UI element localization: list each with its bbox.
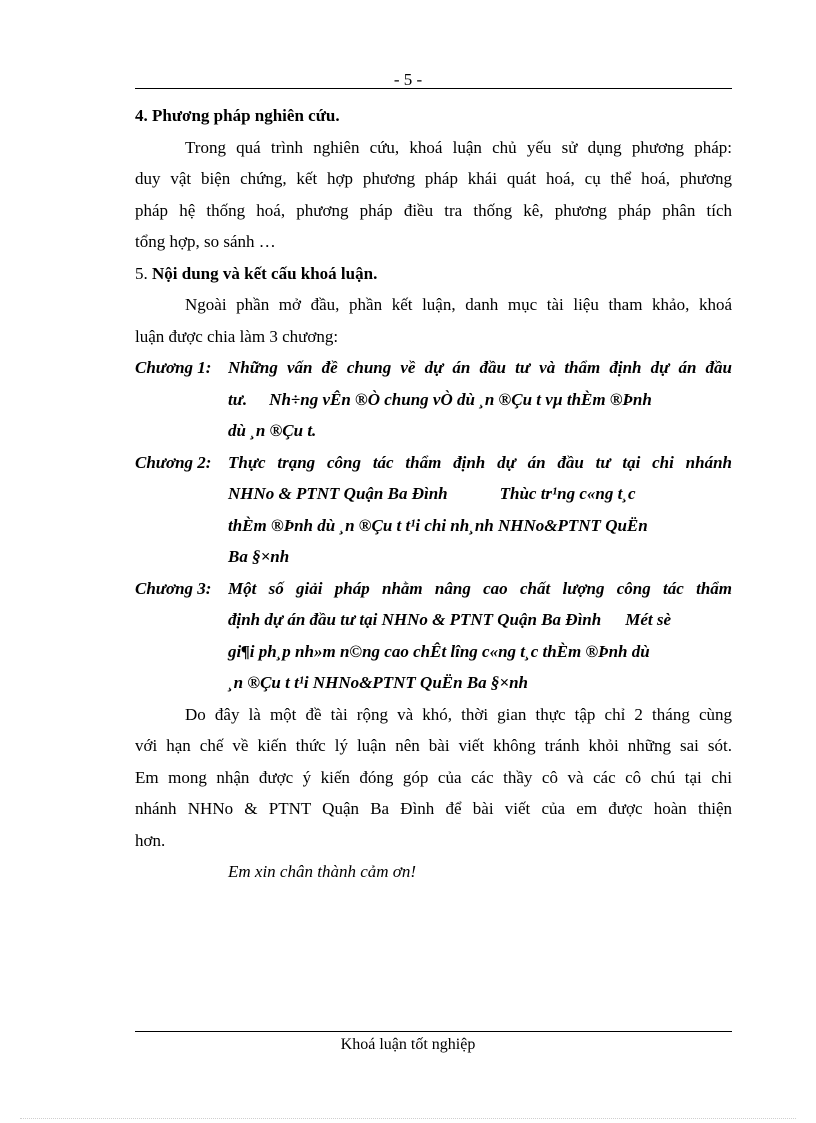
chapter-title-line: Những vấn đề chung về dự án đầu tư và thẩm định dự án đầu [228, 358, 732, 377]
chapter-title-end: tư. [228, 389, 248, 409]
page-content [135, 100, 732, 888]
chapter-title-line: Thực trạng công tác thẩm định dự án đầu tư tại chi nhánh [228, 452, 732, 472]
paragraph-line: nhánh NHNo & PTNT Quận Ba Đình để bài viết của em được hoàn thiện [135, 799, 732, 818]
paragraph-line: Trong quá trình nghiên cứu, khoá luận chủ yếu sử dụng phương pháp: [185, 137, 732, 157]
chapter-garbled-text: Thùc tr¹ng c«ng t¸c [499, 484, 636, 503]
section-5-number: 5. [135, 263, 152, 283]
section-5-title: Nội dung và kết cấu khoá luận. [152, 263, 378, 283]
paragraph-line: Ngoài phần mở đầu, phần kết luận, danh mục tài liệu tham khảo, khoá [185, 295, 732, 314]
paragraph-line: hơn. [135, 830, 166, 850]
paragraph-line: Em mong nhận được ý kiến đóng góp của các thầy cô và các cô chú tại chi [135, 767, 732, 787]
chapter-garbled-text: thÈm ®Þnh dù ¸n ®Çu t t¹i chi nh¸nh NHNo&PTNT QuËn [228, 515, 648, 535]
footer-rule [135, 1031, 732, 1032]
closing-thanks: Em xin chân thành cảm ơn! [228, 862, 417, 881]
page-number: - 5 - [393, 70, 423, 89]
paragraph-line: với hạn chế về kiến thức lý luận nên bài viết không tránh khỏi những sai sót. [135, 736, 732, 755]
chapter-garbled-text: Ba §×nh [228, 547, 290, 566]
paragraph-line: Do đây là một đề tài rộng và khó, thời gian thực tập chỉ 2 tháng cùng [185, 704, 732, 724]
paragraph-line: tổng hợp, so sánh … [135, 232, 276, 251]
chapter-title-end: NHNo & PTNT Quận Ba Đình [228, 484, 448, 503]
page-bottom-divider [20, 1118, 796, 1119]
chapter-title-end: định dự án đầu tư tại NHNo & PTNT Quận Ba Đình [228, 610, 602, 629]
chapter-garbled-text: gi¶i ph¸p nh»m n©ng cao chÊt lîng c«ng t¸c thÈm ®Þnh dù [228, 641, 650, 661]
chapter-label: Chương 3: [135, 578, 212, 598]
chapter-2 [135, 447, 732, 573]
header-rule [135, 88, 732, 89]
chapter-garbled-text: Mét sè [625, 610, 671, 629]
chapter-1 [135, 352, 732, 447]
paragraph-line: pháp hệ thống hoá, phương pháp điều tra thống kê, phương pháp phân tích [135, 200, 732, 220]
chapter-label: Chương 1: [135, 358, 212, 377]
chapter-garbled-text: dù ¸n ®Çu t. [228, 421, 317, 440]
chapter-label: Chương 2: [135, 452, 212, 472]
paragraph-line: duy vật biện chứng, kết hợp phương pháp khái quát hoá, cụ thể hoá, phương [135, 169, 732, 188]
section-4-heading: 4. Phương pháp nghiên cứu. [135, 106, 340, 125]
paragraph-line: luận được chia làm 3 chương: [135, 326, 339, 346]
chapter-3 [135, 573, 732, 699]
chapter-garbled-text: Nh÷ng vÊn ®Ò chung vÒ dù ¸n ®Çu t vµ thÈm ®Þnh [269, 389, 652, 409]
chapter-garbled-text: ¸n ®Çu t t¹i NHNo&PTNT QuËn Ba §×nh [228, 673, 529, 692]
section-5-heading [135, 258, 732, 290]
footer-text: Khoá luận tốt nghiệp [340, 1036, 476, 1053]
chapter-title-line: Một số giải pháp nhằm nâng cao chất lượng công tác thẩm [228, 578, 732, 598]
